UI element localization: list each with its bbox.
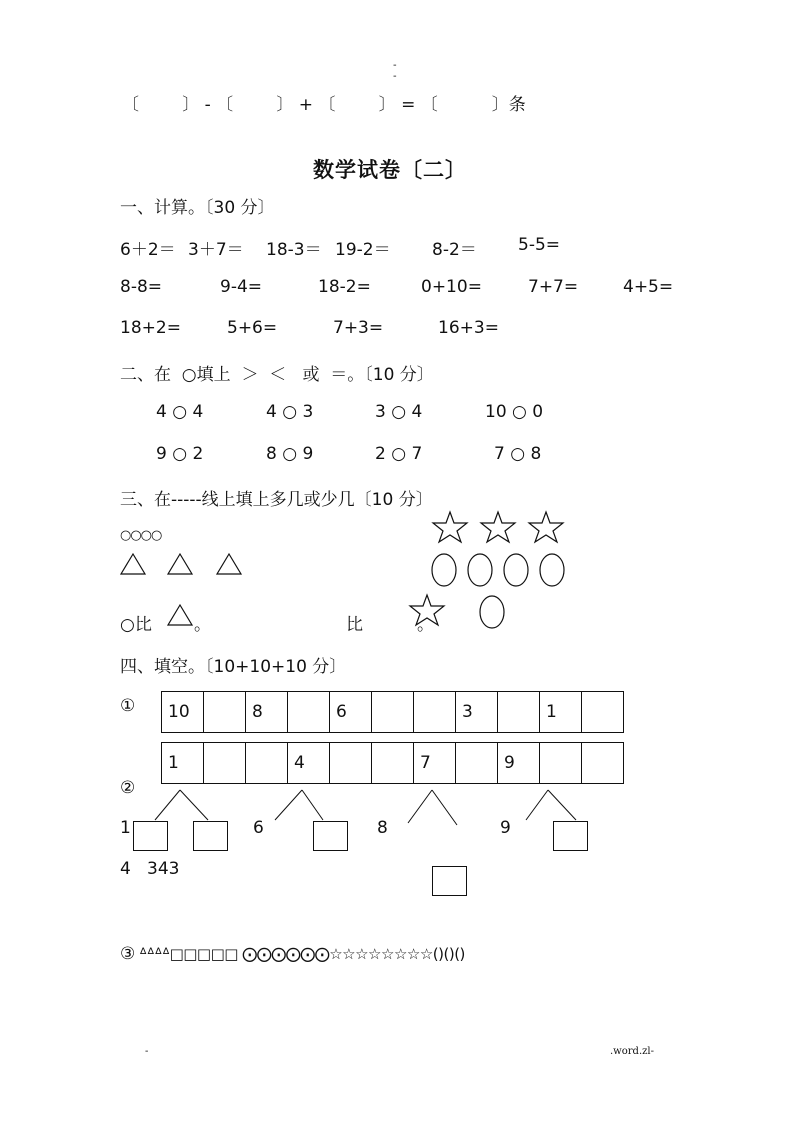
- compare-item: 10 ○ 0: [485, 402, 544, 422]
- footer-left: -: [145, 1046, 149, 1057]
- calc-item: 8-2＝: [432, 240, 477, 260]
- calc-item: 8-8=: [120, 277, 163, 297]
- header-marks: - -: [393, 60, 397, 82]
- answer-box[interactable]: [193, 821, 228, 851]
- page-title: 数学试卷〔二〕: [313, 158, 467, 182]
- grid-cell[interactable]: 3: [456, 692, 498, 733]
- answer-box[interactable]: [133, 821, 168, 851]
- right-compare-text: 比: [346, 615, 363, 635]
- calc-item: 3＋7＝: [188, 240, 244, 260]
- compare-item: 8 ○ 9: [266, 444, 314, 464]
- compare-item: 9 ○ 2: [156, 444, 204, 464]
- answer-box[interactable]: [553, 821, 588, 851]
- grid-cell[interactable]: 6: [330, 692, 372, 733]
- calc-item: 18+2=: [120, 318, 181, 338]
- tree-number: 9: [500, 818, 511, 838]
- tree-number: 1: [120, 818, 131, 838]
- grid-cell[interactable]: 1: [162, 743, 204, 784]
- calc-item: 9-4=: [220, 277, 263, 297]
- compare-item: 4 ○ 3: [266, 402, 314, 422]
- item-label-1: ①: [120, 696, 136, 716]
- compare-item: 2 ○ 7: [375, 444, 423, 464]
- calc-item: 16+3=: [438, 318, 499, 338]
- calc-item: 19-2＝: [335, 240, 391, 260]
- compare-item: 4 ○ 4: [156, 402, 204, 422]
- calc-item: 18-2=: [318, 277, 371, 297]
- grid-cell[interactable]: 7: [414, 743, 456, 784]
- left-compare-text: ○比: [120, 615, 152, 635]
- compare-item: 7 ○ 8: [494, 444, 542, 464]
- calc-item: 4+5=: [623, 277, 674, 297]
- tree-number: 8: [377, 818, 388, 838]
- below-tree-text: 4 343: [120, 859, 180, 879]
- answer-box[interactable]: [313, 821, 348, 851]
- calc-item: 5-5=: [518, 235, 561, 255]
- right-compare-end: 。: [417, 615, 434, 635]
- compare-item: 3 ○ 4: [375, 402, 423, 422]
- grid-cell[interactable]: 10: [162, 692, 204, 733]
- calc-item: 7+3=: [333, 318, 384, 338]
- header-equation: 〔 〕 - 〔 〕 + 〔 〕 = 〔 〕条: [122, 95, 526, 115]
- footer-right: .word.zl-: [610, 1046, 654, 1057]
- section3-heading: 三、在-----线上填上多几或少几〔10 分〕: [120, 490, 433, 510]
- section2-heading: 二、在 ○填上 ＞ ＜ 或 ＝。〔10 分〕: [120, 365, 434, 385]
- grid-cell[interactable]: 1: [540, 692, 582, 733]
- calc-item: 6＋2＝: [120, 240, 176, 260]
- grid-cell[interactable]: 8: [246, 692, 288, 733]
- calc-item: 7+7=: [528, 277, 579, 297]
- calc-item: 18-3＝: [266, 240, 322, 260]
- item-label-3: ③: [120, 944, 136, 964]
- calc-item: 5+6=: [227, 318, 278, 338]
- section1-heading: 一、计算。〔30 分〕: [120, 198, 275, 218]
- item-label-2: ②: [120, 778, 136, 798]
- grid-cell[interactable]: 9: [498, 743, 540, 784]
- shape-sequence: ᐞᐞᐞᐞ□□□□□ ⨀⨀⨀⨀⨀⨀☆☆☆☆☆☆☆☆()()(): [139, 945, 465, 963]
- grid-cell[interactable]: 4: [288, 743, 330, 784]
- left-compare-end: 。: [194, 615, 211, 635]
- calc-item: 0+10=: [421, 277, 482, 297]
- answer-box[interactable]: [432, 866, 467, 896]
- tree-number: 6: [253, 818, 264, 838]
- section4-heading: 四、填空。〔10+10+10 分〕: [120, 657, 347, 677]
- small-circles-row: ○○○○: [120, 528, 162, 543]
